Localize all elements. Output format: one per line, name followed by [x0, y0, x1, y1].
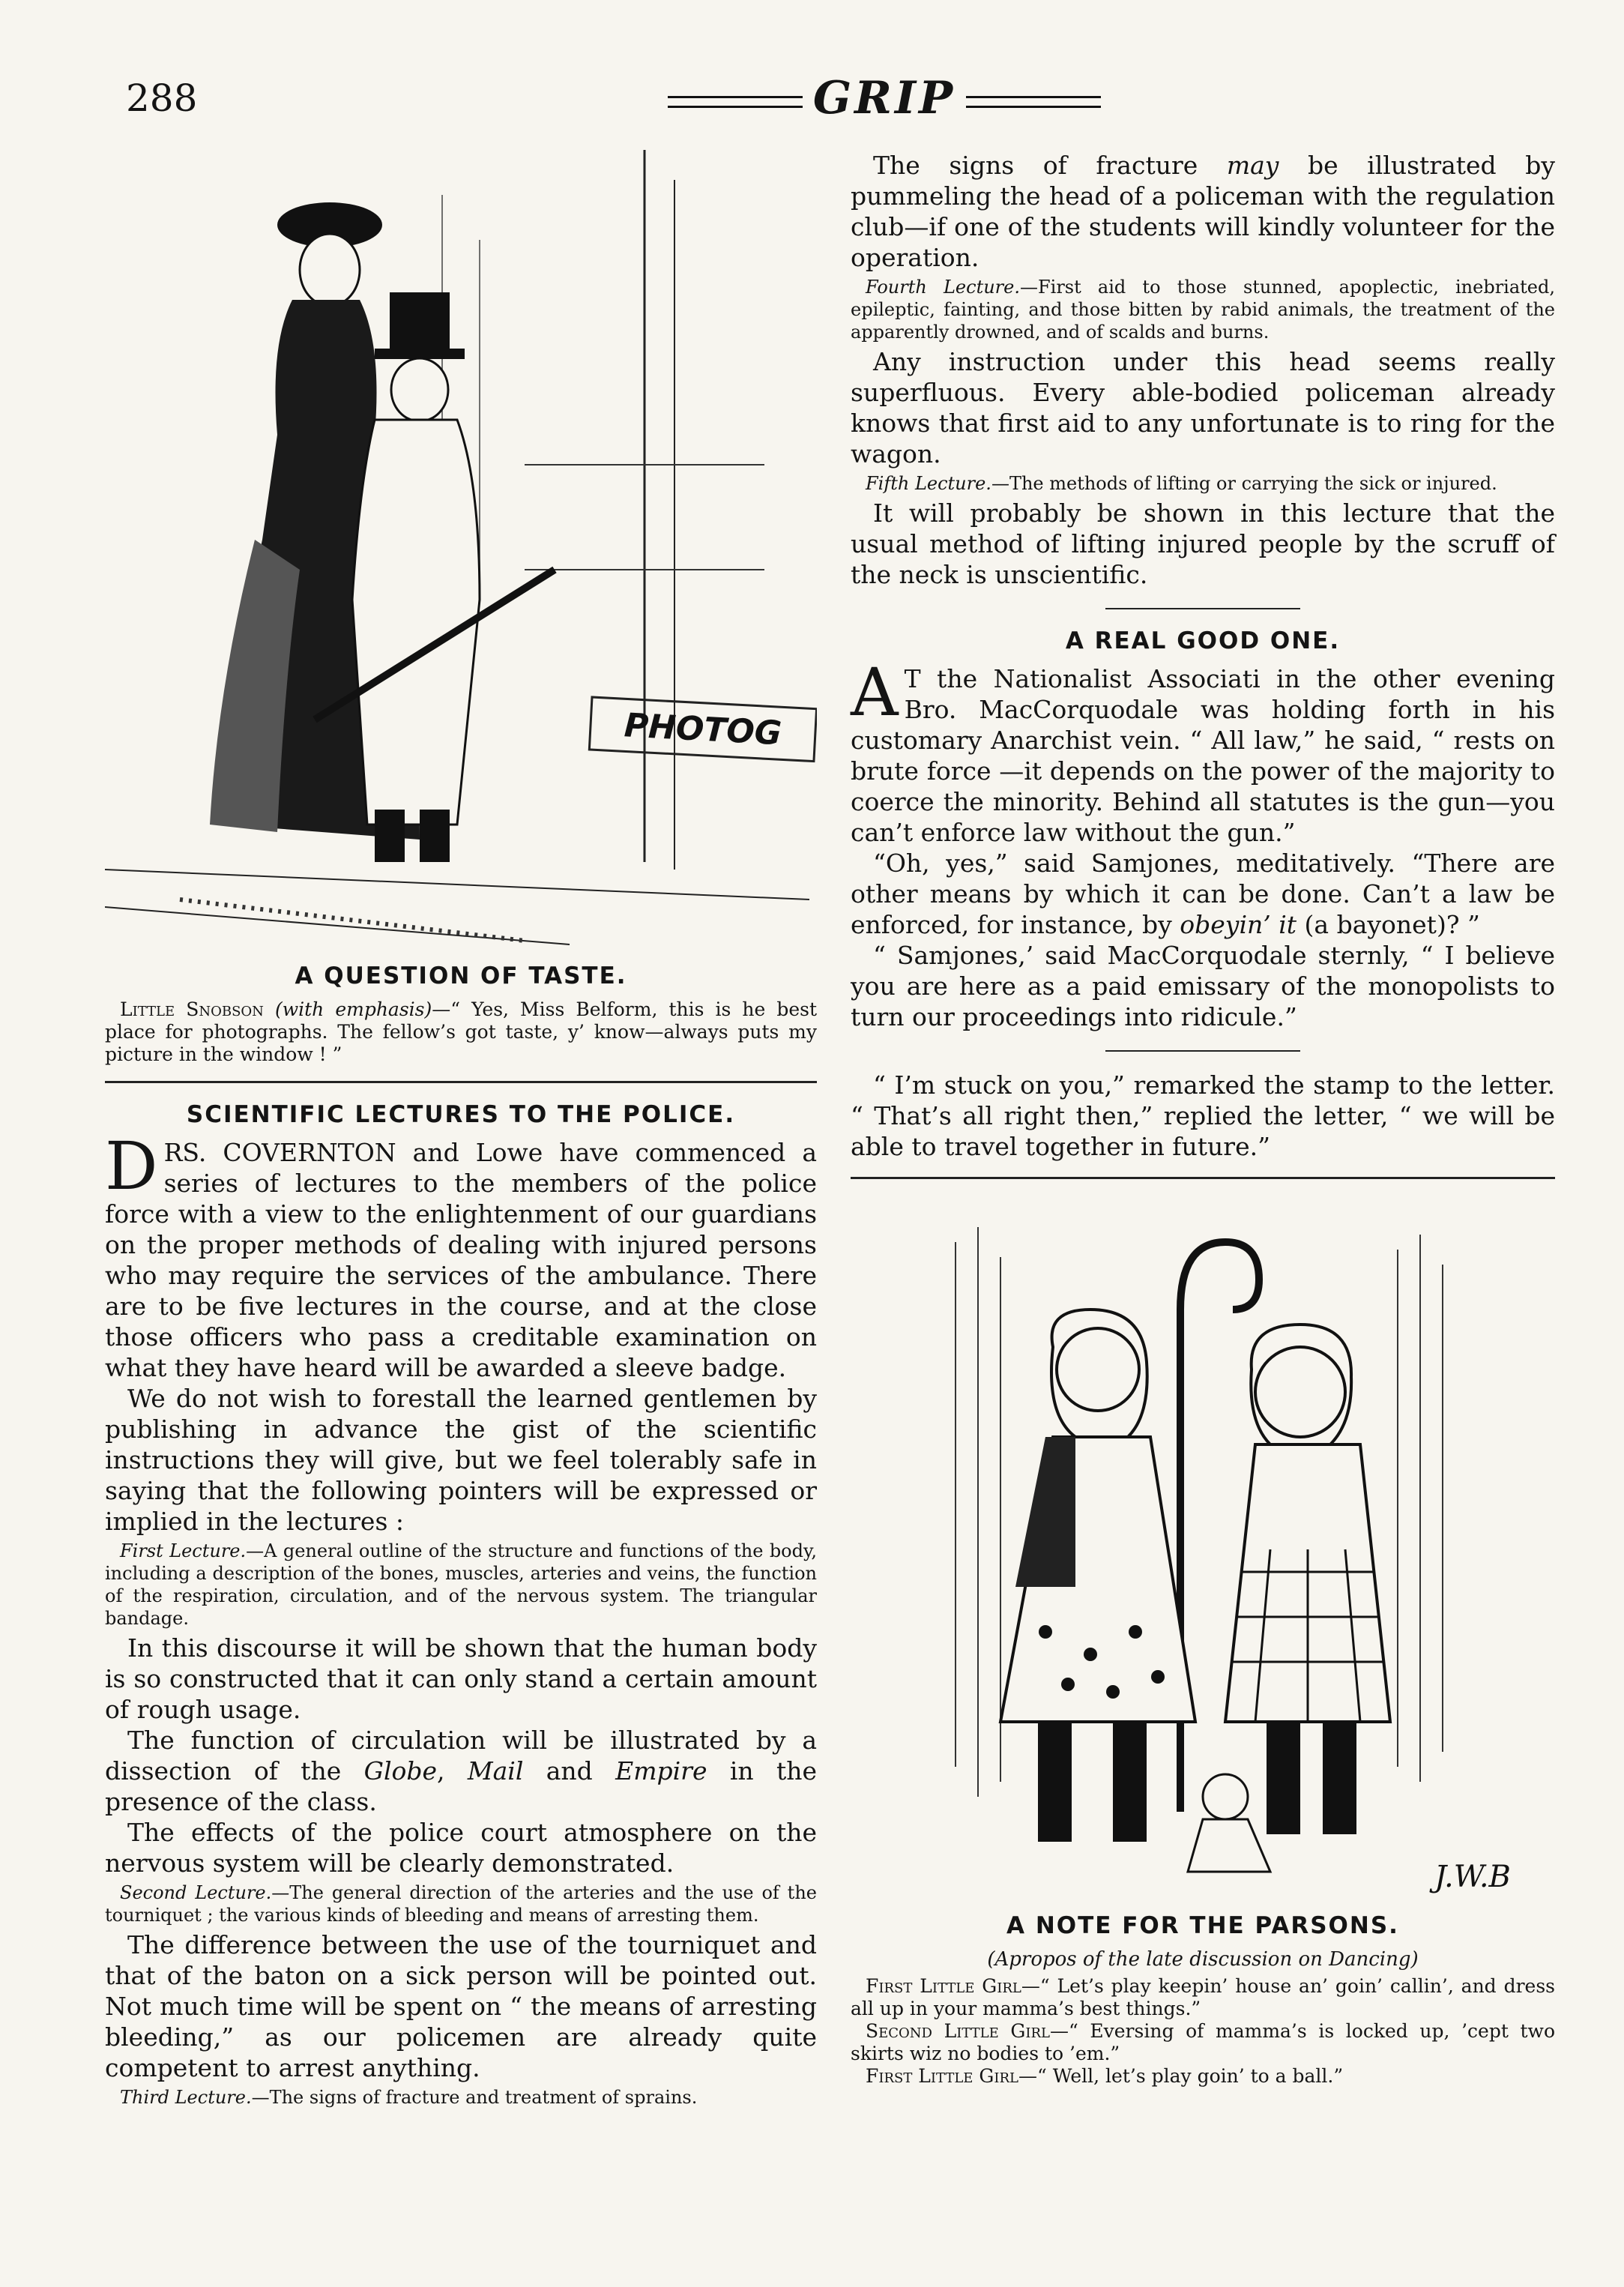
para-text: in the presence of the class.: [105, 1756, 817, 1816]
dialogue-line: [851, 2065, 1555, 2088]
article1-para: In this discourse it will be shown that the human body is so constructed that it can only stand a certain amount of rough usage.: [105, 1633, 817, 1724]
cartoon2-subtitle: (Apropos of the late discussion on Dancing): [987, 1948, 1419, 1971]
para-text: T the Nationalist Associati in the other evening Bro. MacCorquodale was holding forth in his customary Anarchist vein. “ All law,” he said, “ rests on brute force —it depends on the power of the majority to coerce the minority. Behind all statutes is the gun—you can’t enforce law without the gun.”: [851, 664, 1555, 847]
article1-para: The difference between the use of the tourniquet and that of the baton on a sick person will be pointed out. Not much time will be spent on “ the means of arresting bleeding,” as our policemen are already quite competent to arrest anything.: [105, 1930, 817, 2082]
article2-para: “ Samjones,’ said MacCorquodale sternly, “ I believe you are here as a paid emissary of the monopolists to turn our proceedings into ridicule.”: [851, 941, 1555, 1031]
cartoon1-title: A QUESTION OF TASTE.: [295, 962, 627, 989]
snippet-para: “ I’m stuck on you,” remarked the stamp to the letter. “ That’s all right then,” replied the letter, “ we will be able to travel together in future.”: [851, 1070, 1555, 1161]
dropcap: A: [851, 654, 899, 731]
left-column: [105, 150, 817, 2112]
masthead-text: GRIP: [812, 72, 956, 124]
cartoon-question-of-taste: [105, 150, 817, 952]
divider: [851, 1177, 1555, 1179]
dialogue-text: —“ Eversing of mamma’s is locked up, ’cept two skirts wiz no bodies to ’em.”: [851, 2020, 1556, 2064]
right-column: [851, 150, 1555, 2088]
para-text: The signs of fracture: [873, 151, 1227, 180]
lecture-note: [851, 276, 1555, 343]
dialogue-line: [851, 2020, 1555, 2065]
lecture-label: Fourth Lecture.: [866, 277, 1020, 298]
cartoon1-caption: [105, 998, 817, 1066]
caption-speaker: Little Snobson: [120, 998, 264, 1020]
speaker: Second Little Girl: [866, 2020, 1050, 2042]
article1-para: Any instruction under this head seems really superfluous. Every able-bodied policeman already knows that first aid to any unfortunate is to ring for the wagon.: [851, 347, 1555, 468]
page-header: [105, 72, 1536, 132]
lecture-label: Second Lecture.: [120, 1882, 272, 1903]
article2-title: A REAL GOOD ONE.: [1065, 627, 1341, 654]
newspaper-name: Empire: [615, 1756, 707, 1786]
caption-text: —“ Yes, Miss Belform, this is he best place for photographs. The fellow’s got taste, y’ know—always puts my picture in the window ! ”: [105, 998, 817, 1065]
lecture-note: [851, 472, 1555, 495]
lecture-text: —First aid to those stunned, apoplectic, inebriated, epileptic, fainting, and those bitten by rabid animals, the treatment of the apparently drowned, and of scalds and burns.: [851, 277, 1556, 343]
para-text: and: [523, 1756, 616, 1786]
dialogue-text: —“ Let’s play keepin’ house an’ goin’ callin’, and dress all up in your mamma’s best things.”: [851, 1975, 1555, 2019]
lecture-label: First Lecture.: [120, 1540, 247, 1561]
divider: [105, 1081, 817, 1083]
newspaper-name: Mail: [467, 1756, 524, 1786]
article2-para: [851, 654, 1555, 848]
dialogue-text: —“ Well, let’s play goin’ to a ball.”: [1018, 2065, 1344, 2087]
lecture-text: —The signs of fracture and treatment of sprains.: [251, 2087, 698, 2108]
emphasis: obeyin’ it: [1180, 910, 1297, 939]
para-text: be illustrated by pummeling the head of a policeman with the regulation club—if one of the students will kindly volunteer for the operation.: [851, 151, 1555, 272]
emphasis: may: [1226, 151, 1279, 180]
dropcap: D: [105, 1127, 158, 1205]
divider: [1105, 1050, 1300, 1052]
lecture-note: [105, 2086, 817, 2109]
lecture-text: —The methods of lifting or carrying the sick or injured.: [991, 473, 1497, 494]
lecture-label: Fifth Lecture.: [866, 473, 991, 494]
article1-para: [851, 150, 1555, 273]
divider: [1105, 608, 1300, 609]
cartoon2-title: A NOTE FOR THE PARSONS.: [1006, 1912, 1399, 1939]
para-text: The function of circulation will be illustrated by a dissection of the: [105, 1726, 817, 1786]
para-text: RS. COVERNTON and Lowe have commenced a series of lectures to the members of the police force with a view to the enlightenment of our guardians on the proper methods of dealing with injured persons who may require the services of the ambulance. There are to be five lectures in the course, and at the close those officers who pass a creditable examination on what they have heard will be awarded a sleeve badge.: [105, 1138, 817, 1382]
sign-text: PHOTOG: [623, 706, 783, 753]
artist-signature: J.W.B: [1434, 1860, 1511, 1894]
speaker: First Little Girl: [866, 2065, 1018, 2087]
article1-title: SCIENTIFIC LECTURES TO THE POLICE.: [186, 1101, 736, 1128]
lecture-note: [105, 1540, 817, 1630]
article2-para: [851, 848, 1555, 940]
para-text: ,: [437, 1756, 468, 1786]
lecture-note: [105, 1881, 817, 1926]
dialogue-line: [851, 1975, 1555, 2020]
article1-para: [105, 1725, 817, 1817]
para-text: “Oh, yes,” said Samjones, meditatively. “There are other means by which it can be done. Can’t a law be enforced, for instance, by: [851, 849, 1555, 939]
para-text: (a bayonet)? ”: [1297, 910, 1480, 939]
caption-direction: (with emphasis): [274, 998, 432, 1020]
lecture-label: Third Lecture.: [120, 2087, 252, 2108]
masthead: [585, 72, 1184, 124]
lecture-text: —A general outline of the structure and functions of the body, including a description of the bones, muscles, arteries and veins, the function of the respiration, circulation, and of the nervous system. The triangular bandage.: [105, 1540, 817, 1629]
speaker: First Little Girl: [866, 1975, 1021, 1997]
cartoon-note-for-parsons: [851, 1197, 1555, 1902]
article1-para: [105, 1127, 817, 1383]
page-number: 288: [126, 76, 198, 120]
newspaper-name: Globe: [363, 1756, 438, 1786]
article1-para: The effects of the police court atmosphere on the nervous system will be clearly demonstrated.: [105, 1818, 817, 1878]
article1-para: We do not wish to forestall the learned gentlemen by publishing in advance the gist of the scientific instructions they will give, but we feel tolerably safe in saying that the following pointers will be expressed or implied in the lectures :: [105, 1384, 817, 1536]
article1-para: It will probably be shown in this lecture that the usual method of lifting injured people by the scruff of the neck is unscientific.: [851, 498, 1555, 589]
lecture-text: —The general direction of the arteries and the use of the tourniquet ; the various kinds of bleeding and means of arresting them.: [105, 1882, 817, 1926]
